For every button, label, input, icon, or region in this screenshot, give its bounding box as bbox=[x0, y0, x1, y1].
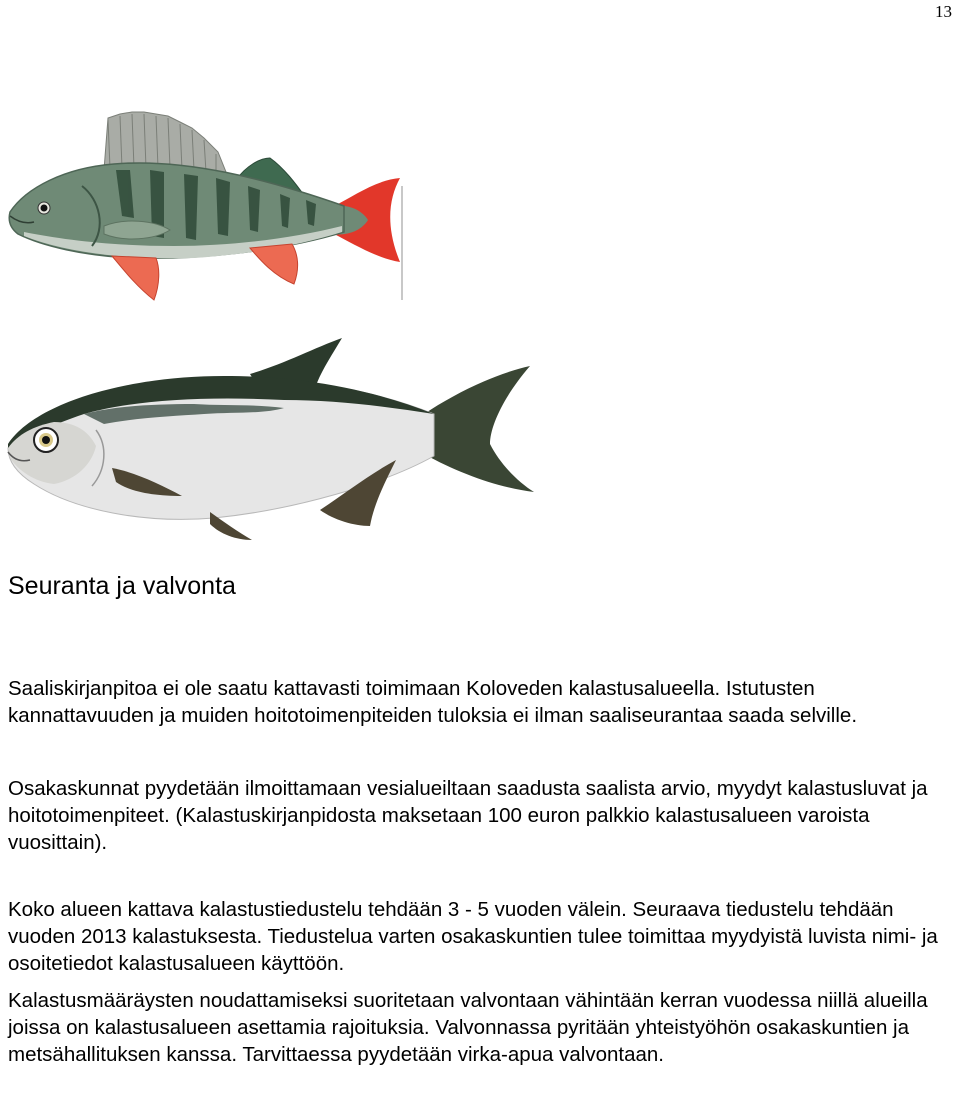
page-number: 13 bbox=[935, 2, 952, 21]
paragraph-2: Osakaskunnat pyydetään ilmoittamaan vesialueiltaan saadusta saalista arvio, myydyt kalastusluvat ja hoitotoimenpiteet. (Kalastuskirjanpidosta maksetaan 100 euron palkkio kalastusalueen varoista vuosittain). bbox=[8, 777, 928, 854]
paragraph-1: Saaliskirjanpitoa ei ole saatu kattavasti toimimaan Koloveden kalastusalueella. Istutusten kannattavuuden ja muiden hoitotoimenpiteiden tuloksia ei ilman saaliseurantaa saada selville. bbox=[8, 677, 858, 727]
paragraph-3: Koko alueen kattava kalastustiedustelu tehdään 3 - 5 vuoden välein. Seuraava tiedustelu tehdään vuoden 2013 kalastuksesta. Tiedustelua varten osakaskuntien tulee toimittaa myydyistä luvista nimi- ja osoitetiedot kalastusalueen käyttöön. bbox=[8, 898, 938, 975]
perch-fish-illustration bbox=[4, 108, 404, 308]
section-heading: Seuranta ja valvonta bbox=[8, 572, 236, 600]
bream-fish-illustration bbox=[4, 334, 544, 546]
paragraph-4: Kalastusmääräysten noudattamiseksi suoritetaan valvontaan vähintään kerran vuodessa niillä alueilla joissa on kalastusalueen asettamia rajoituksia. Valvonnassa pyritään yhteistyöhön osakaskuntien ja metsähallituksen kanssa. Tarvittaessa pyydetään virka-apua valvontaan. bbox=[8, 989, 928, 1066]
